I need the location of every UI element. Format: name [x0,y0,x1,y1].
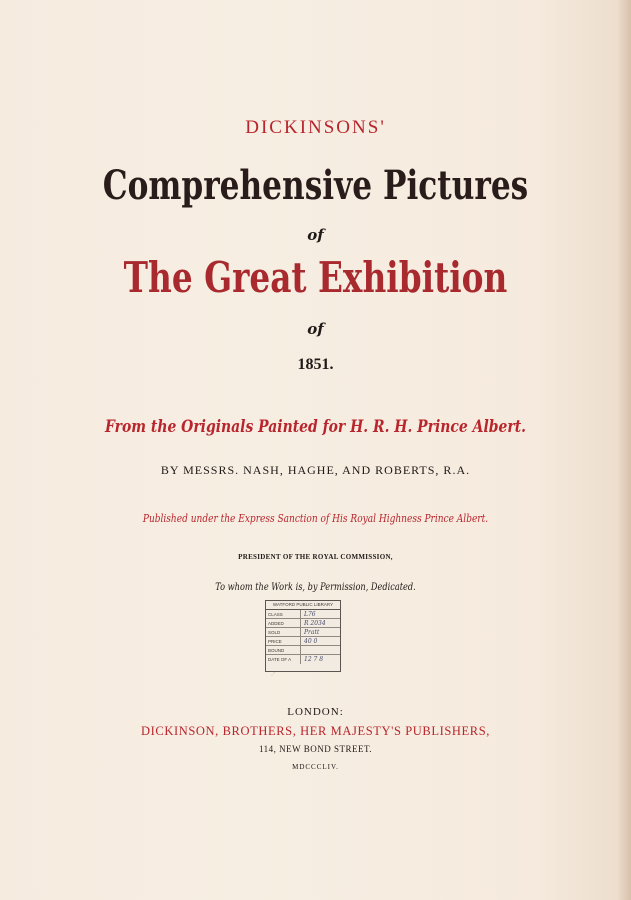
sanction-line: Published under the Express Sanction of His Royal Highness Prince Albert. [142,512,489,525]
stamp-row [266,646,340,655]
title-line-2: The Great Exhibition [123,253,508,302]
connector-of-2: of [307,320,324,338]
stamp-row [266,619,340,628]
stamp-value: 12 7 8 [304,656,324,663]
stamp-row [266,610,340,619]
imprint-year: MDCCCLIV. [292,763,339,771]
stamp-label: ADDED [266,619,301,627]
stamp-value: 40 0 [304,638,318,645]
stamp-row [266,628,340,637]
stamp-value: R 2034 [304,620,326,627]
stamp-label: PRICE [266,637,301,645]
imprint-publisher: DICKINSON, BROTHERS, HER MAJESTY'S PUBLISHERS, [141,724,490,738]
stamp-row [266,655,340,664]
stamp-value [301,646,340,654]
imprint-address: 114, NEW BOND STREET. [258,744,373,754]
artists-credit: BY MESSRS. NASH, HAGHE, AND ROBERTS, R.A. [160,463,471,477]
imprint-city: LONDON: [287,706,344,718]
subtitle: From the Originals Painted for H. R. H. Prince Albert. [104,417,527,437]
publisher-name: DICKINSONS' [245,117,386,138]
stamp-header: WATFORD PUBLIC LIBRARY [266,601,340,610]
stamp-label: BOUND [266,646,301,654]
stamp-value: L76 [304,611,316,618]
commission-line: PRESIDENT OF THE ROYAL COMMISSION, [238,553,393,561]
stamp-label: DATE OF A [266,655,301,664]
stamp-label: SOLD [266,628,301,636]
exhibition-year: 1851. [297,356,334,373]
stamp-value: Pratt [304,629,320,636]
title-line-1: Comprehensive Pictures [102,162,529,209]
dedication-line: To whom the Work is, by Permission, Dedicated. [215,582,416,593]
library-stamp [265,600,341,672]
stamp-ink-mark: ·´ [271,673,275,679]
stamp-label: CLASS [266,610,301,618]
stamp-row [266,637,340,646]
connector-of-1: of [307,226,324,244]
